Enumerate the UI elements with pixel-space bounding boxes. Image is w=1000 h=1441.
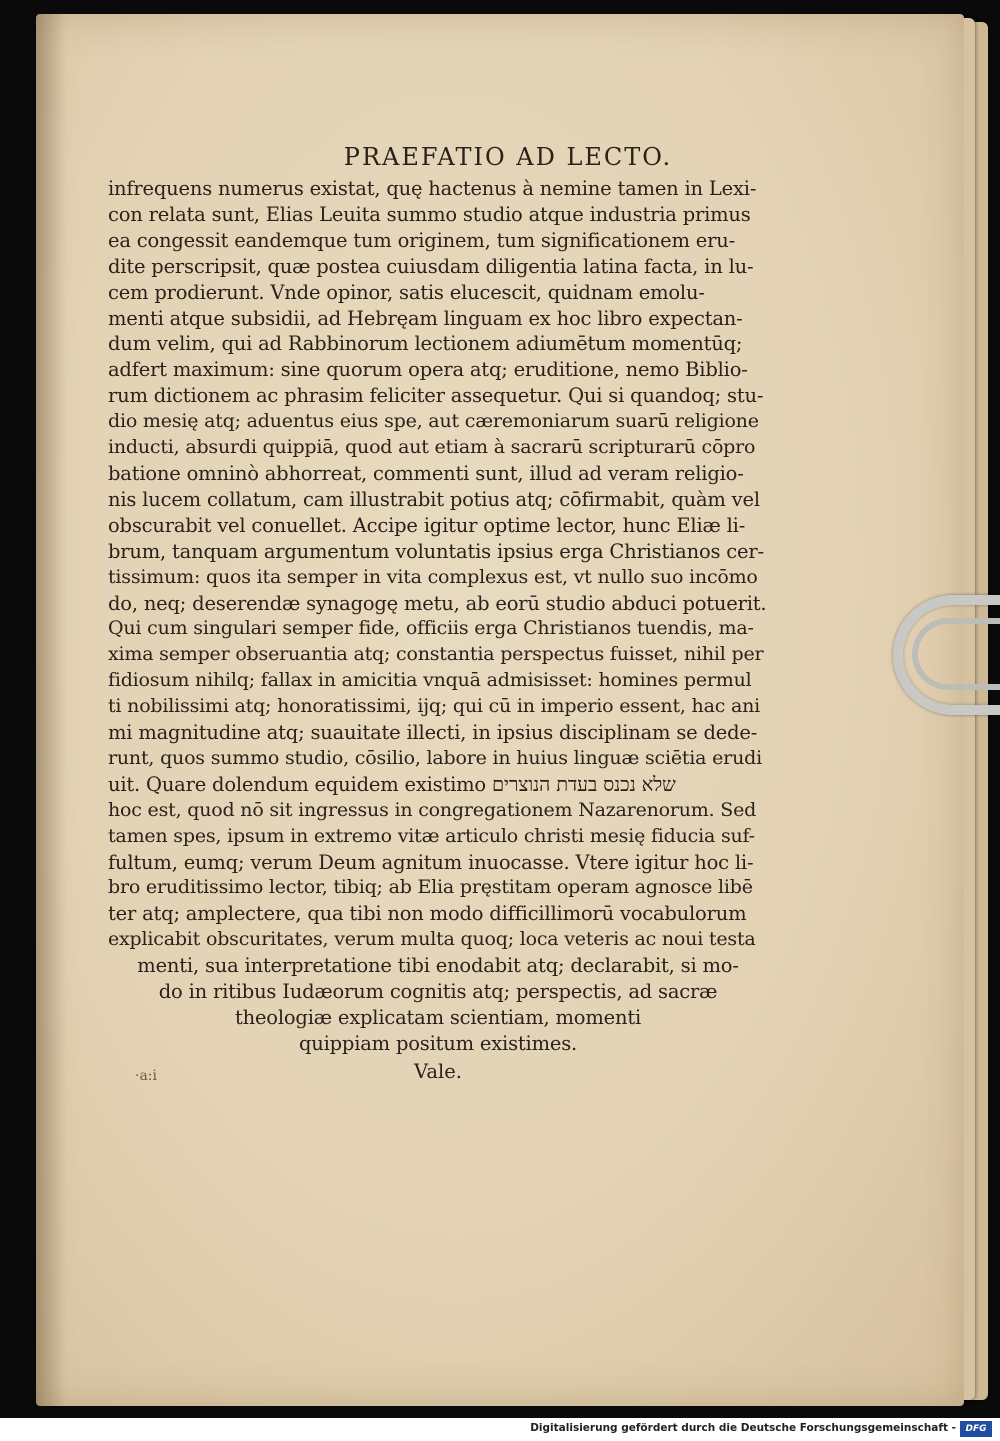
centered-lines [108,953,768,1057]
text-line: con relata sunt, Elias Leuita summo studio atque industria primus [108,202,751,226]
text-line: brum, tanquam argumentum voluntatis ipsius erga Christianos cer- [108,539,764,563]
paper-clip-inner-icon [912,618,1000,690]
text-line: explicabit obscuritates, verum multa quoq; loca veteris ac noui testa [108,928,756,951]
text-line: do, neq; deserendæ synagogę metu, ab eorū studio abduci potuerit. [108,591,767,615]
text-line-centered: quippiam positum existimes. [298,1031,578,1055]
text-line: ter atq; amplectere, qua tibi non modo difficillimorū vocabulorum [108,902,747,926]
text-line: dum velim, qui ad Rabbinorum lectionem adiumētum momentūq; [108,332,743,356]
spine-shadow [36,14,66,1406]
text-line: adfert maximum: sine quorum opera atq; eruditione, nemo Biblio- [108,358,748,382]
stray-mark: ·a:i [135,1068,157,1084]
text-line: ea congessit eandemque tum originem, tum significationem eru- [108,228,736,252]
text-line: inducti, absurdi quippiā, quod aut etiam à sacrarū scripturarū cōpro [108,436,756,459]
text-line: hoc est, quod nō sit ingressus in congregationem Nazarenorum. Sed [108,798,757,821]
dfg-logo-icon: DFG [960,1421,992,1437]
text-line: infrequens numerus existat, quę hactenus à nemine tamen in Lexi- [108,177,757,200]
text-line: mi magnitudine atq; suauitate illecti, in ipsius disciplinam se dede- [108,721,758,745]
text-line-centered: theologiæ explicatam scientiam, momenti [234,1006,642,1029]
funding-notice: Digitalisierung gefördert durch die Deutsche Forschungsgemeinschaft - [530,1422,956,1434]
text-line: dite perscripsit, quæ postea cuiusdam diligentia latina facta, in lu- [108,254,754,278]
text-line-centered: menti, sua interpretatione tibi enodabit atq; declarabit, si mo- [137,954,739,978]
text-line: rum dictionem ac phrasim feliciter assequetur. Qui si quandoq; stu- [108,384,764,408]
text-line: fidiosum nihilq; fallax in amicitia vnquā admisisset: homines permul [108,669,752,692]
text-line: ti nobilissimi atq; honoratissimi, ijq; qui cū in imperio essent, hac ani [108,695,761,718]
closing-vale: Vale. [414,1059,462,1083]
text-line: tamen spes, ipsum in extremo vitæ articulo christi mesię fiducia suf- [108,824,755,847]
page-text [108,140,768,1087]
text-line: nis lucem collatum, cam illustrabit potius atq; cōfirmabit, quàm vel [108,487,760,511]
page-heading: PRAEFATIO AD LECTO. [343,143,673,171]
text-line: Qui cum singulari semper fide, officiis erga Christianos tuendis, ma- [108,617,754,640]
footer-bar [0,1418,1000,1441]
text-line: bro eruditissimo lector, tibiq; ab Elia pręstitam operam agnosce libē [108,876,753,899]
text-line: xima semper obseruantia atq; constantia perspectus fuisset, nihil per [108,643,764,666]
text-line: menti atque subsidii, ad Hebręam linguam ex hoc libro expectan- [108,306,743,330]
text-line: runt, quos summo studio, cōsilio, labore in huius linguæ sciētia erudi [108,746,762,769]
text-line: batione omninò abhorreat, commenti sunt, illud ad veram religio- [108,461,744,485]
body-lines [108,176,768,953]
text-line: uit. Quare dolendum equidem existimo שלא נכנס בעדת הנוצרים [108,772,676,796]
text-line: cem prodierunt. Vnde opinor, satis elucescit, quidnam emolu- [108,280,705,304]
text-line-centered: do in ritibus Iudæorum cognitis atq; perspectis, ad sacræ [158,980,718,1004]
text-line: fultum, eumq; verum Deum agnitum inuocasse. Vtere igitur hoc li- [108,850,754,874]
text-line: tissimum: quos ita semper in vita complexus est, vt nullo suo incōmo [108,565,758,588]
text-line: dio mesię atq; aduentus eius spe, aut cæremoniarum suarū religione [108,410,759,433]
text-line: obscurabit vel conuellet. Accipe igitur optime lector, hunc Eliæ li- [108,513,746,537]
